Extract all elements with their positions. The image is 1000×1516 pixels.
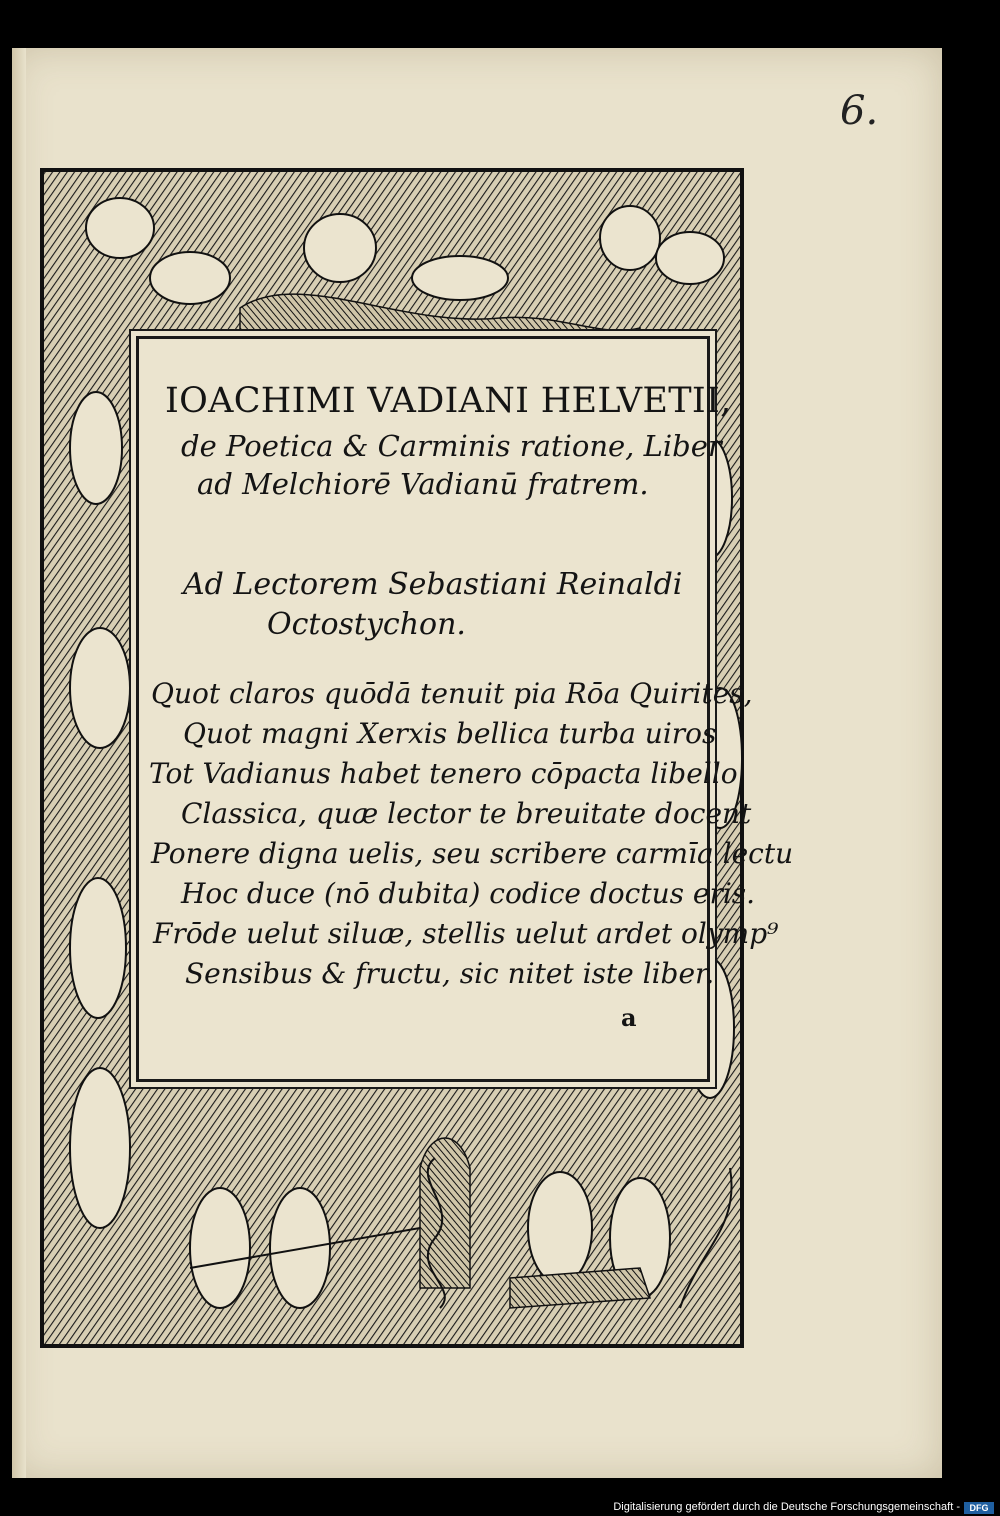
verse-line: Quot claros quōdā tenuit pia Rōa Quirites, xyxy=(151,677,753,710)
signature-mark: a xyxy=(621,1003,637,1032)
verse-line: Hoc duce (nō dubita) codice doctus eris. xyxy=(181,877,756,910)
verse-line: Ponere digna uelis, seu scribere carmīa lectu xyxy=(151,837,794,870)
title-text-panel xyxy=(136,336,794,1082)
verse-line: Quot magni Xerxis bellica turba uiros xyxy=(183,717,717,750)
folio-number: 6. xyxy=(840,88,879,134)
poem-heading-line-1: Ad Lectorem Sebastiani Reinaldi xyxy=(183,567,683,602)
book-subtitle-line-1: de Poetica & Carminis ratione, Liber xyxy=(181,429,722,463)
book-title: IOACHIMI VADIANI HELVETII, xyxy=(165,381,732,421)
verse-line: Classica, quæ lector te breuitate docent xyxy=(181,797,752,830)
poem-heading-line-2: Octostychon. xyxy=(267,607,466,642)
dfg-logo-icon: DFG xyxy=(964,1502,994,1514)
verse-line: Frōde uelut siluæ, stellis uelut ardet olymp⁹ xyxy=(153,917,779,950)
book-subtitle-line-2: ad Melchiorē Vadianū fratrem. xyxy=(197,467,649,501)
verse-line: Tot Vadianus habet tenero cōpacta libello xyxy=(149,757,738,790)
funding-credit: Digitalisierung gefördert durch die Deutsche Forschungsgemeinschaft - xyxy=(613,1501,960,1513)
verse-line: Sensibus & fructu, sic nitet iste liber. xyxy=(185,957,715,990)
page-gutter xyxy=(12,48,26,1478)
book-page xyxy=(12,48,942,1478)
